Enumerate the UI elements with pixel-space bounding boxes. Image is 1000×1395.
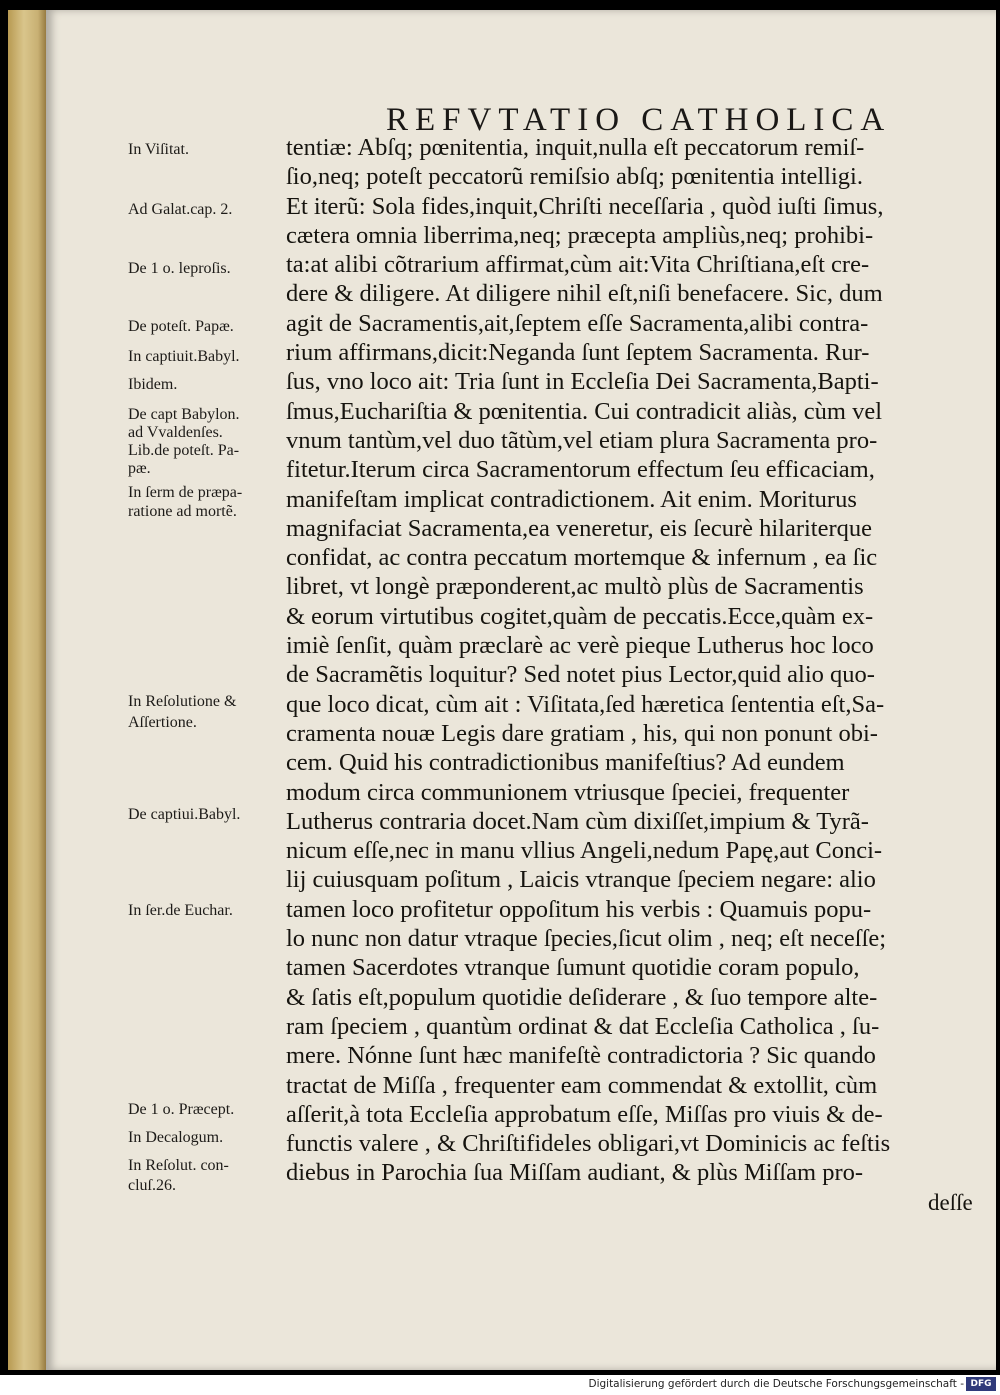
margin-note: De captiui.Babyl. [128,806,241,823]
margin-note: De capt Babylon. [128,406,240,423]
page-edges [8,10,48,1370]
text-line: & ſatis eſt,populum quotidie deſiderare , & ſuo tempore alte- [286,983,878,1011]
text-line: que loco dicat, cùm ait : Viſitata,ſed hæretica ſententia eſt,Sa- [286,690,885,718]
text-line: mere. Nónne ſunt hæc manifeſtè contradictoria ? Sic quando [286,1042,876,1070]
margin-note: In Viſitat. [128,141,189,158]
text-line: fitetur.Iterum circa Sacramentorum effectum ſeu efficaciam, [286,456,875,484]
catchword: deſſe [928,1190,973,1215]
text-line: imiè ſenſit, quàm præclarè ac verè pieque Lutherus hoc loco [286,632,874,660]
text-line: tamen loco profitetur oppoſitum his verbis : Quamuis popu- [286,895,872,923]
text-line: Lutherus contraria docet.Nam cùm dixiſſet,impium & Tyrã- [286,807,869,835]
text-line: tentiæ: Abſq; pœnitentia, inquit,nulla eſt peccatorum remiſ- [286,134,865,161]
text-line: modum circa communionem vtriusque ſpeciei, frequenter [286,778,850,806]
text-line: de Sacramẽtis loquitur? Sed notet pius Lector,quid alio quo- [286,661,875,689]
margin-note: ratione ad mortẽ. [128,503,237,520]
text-line: tamen Sacerdotes vtranque ſumunt quotidie coram populo, [286,954,860,982]
digitization-footer [0,1375,1000,1395]
text-line: manifeſtam implicat contradictionem. Ait enim. Moriturus [286,485,857,513]
margin-note: In ſer.de Euchar. [128,902,233,919]
margin-note: Ibidem. [128,376,178,393]
text-line: functis valere , & Chriſtifideles obligari,vt Dominicis ac feſtis [286,1130,891,1158]
text-line: Et iterũ: Sola fides,inquit,Chriſti neceſſaria , quòd iuſti ſimus, [286,192,884,220]
text-line: tractat de Miſſa , frequenter eam commendat & extollit, cùm [286,1071,878,1099]
margin-note: Ad Galat.cap. 2. [128,201,233,218]
dfg-logo: DFG [966,1377,996,1391]
text-line: ram ſpeciem , quantùm ordinat & dat Eccleſia Catholica , ſu- [286,1012,880,1040]
text-line: confidat, ac contra peccatum mortemque & infernum , ea ſic [286,544,878,572]
text-line: libret, vt longè præponderent,ac multò plùs de Sacramentis [286,573,864,601]
text-line: diebus in Parochia ſua Miſſam audiant, & plùs Miſſam pro- [286,1159,864,1187]
text-line: cramenta nouæ Legis dare gratiam , his, qui non ponunt obi- [286,719,878,747]
text-line: aſſerit,à tota Eccleſia approbatum eſſe, Miſſas pro viuis & de- [286,1100,883,1128]
margin-note: ad Vvaldenſes. [128,424,223,441]
text-line: ſus, vno loco ait: Tria ſunt in Eccleſia Dei Sacramenta,Bapti- [286,368,879,396]
text-line: cem. Quid his contradictionibus manifeſtius? Ad eundem [286,749,845,777]
text-line: lij cuiusquam poſitum , Laicis vtranque ſpeciem negare: alio [286,866,876,894]
text-line: cætera omnia liberrima,neq; præcepta ampliùs,neq; prohibi- [286,221,874,249]
text-line: ſmus,Euchariſtia & pœnitentia. Cui contradicit aliàs, cùm vel [286,397,883,425]
body-text [286,133,951,1188]
text-line: & eorum virtutibus cogitet,quàm de peccatis.Ecce,quàm ex- [286,602,874,630]
margin-note: Aſſertione. [128,714,197,731]
margin-note: De 1 o. leproſis. [128,260,231,277]
text-line: ſio,neq; poteſt peccatorũ remiſsio abſq; pœnitentia intelligi. [286,163,863,191]
margin-note: In captiuit.Babyl. [128,348,240,365]
margin-note: De 1 o. Præcept. [128,1101,235,1118]
margin-note: Lib.de poteſt. Pa- [128,442,240,459]
margin-note: In Reſolutione & [128,693,237,710]
margin-note: cluſ.26. [128,1177,176,1194]
funding-credit: Digitalisierung gefördert durch die Deutsche Forschungsgemeinschaft - [588,1378,964,1390]
margin-note: pæ. [128,460,151,477]
text-line: agit de Sacramentis,ait,ſeptem eſſe Sacramenta,alibi contra- [286,309,869,337]
margin-note: In Reſolut. con- [128,1157,229,1174]
text-line: rium affirmans,dicit:Neganda ſunt ſeptem Sacramenta. Rur- [286,339,870,367]
text-line: vnum tantùm,vel duo tãtùm,vel etiam plura Sacramenta pro- [286,426,878,454]
margin-note: De poteſt. Papæ. [128,318,234,335]
text-line: magnifaciat Sacramenta,ea veneretur, eis ſecurè hilariterque [286,514,873,542]
text-line: dere & diligere. At diligere nihil eſt,niſi benefacere. Sic, dum [286,280,883,308]
text-line: lo nunc non datur vtraque ſpecies,ſicut olim , neq; eſt neceſſe; [286,925,887,953]
text-line: nicum eſſe,nec in manu vllius Angeli,nedum Papę,aut Conci- [286,837,883,865]
running-header: REFVTATIO CATHOLICA [386,102,892,138]
margin-note: In ſerm de præpa- [128,484,243,501]
margin-note: In Decalogum. [128,1129,224,1146]
text-line: ta:at alibi cõtrarium affirmat,cùm ait:Vita Chriſtiana,eſt cre- [286,251,870,279]
